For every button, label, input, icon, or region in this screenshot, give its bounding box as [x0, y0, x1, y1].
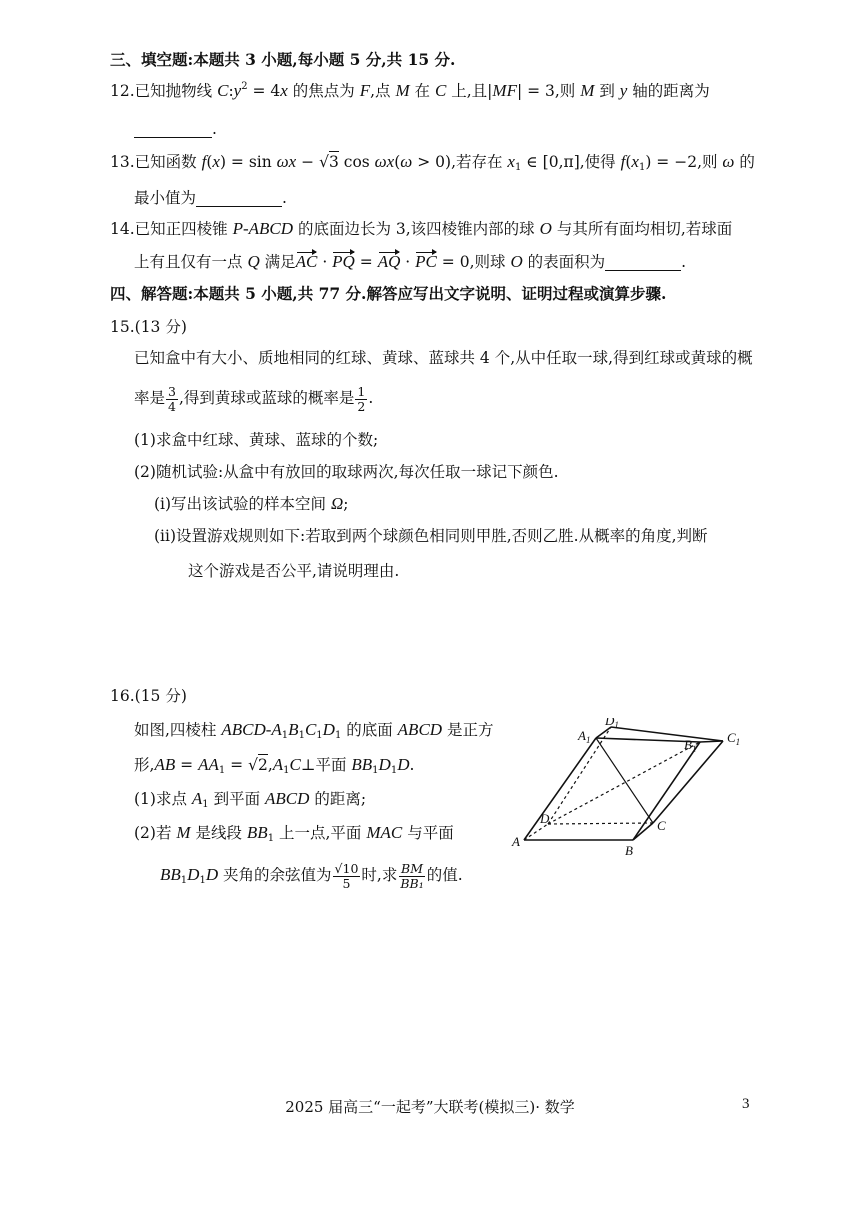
prism-figure [508, 718, 748, 864]
q16-sub-1 [134, 788, 366, 810]
q14-text: 已知正四棱锥 [134, 220, 233, 238]
page-footer: 2025 届高三“一起考”大联考(模拟三)· 数学 [285, 1098, 575, 1116]
q16-var: BB [351, 755, 373, 774]
q13-var: ωx [276, 152, 297, 171]
q16-text: 到平面 [208, 790, 266, 808]
question-number: 12. [110, 82, 135, 100]
edge-ad [524, 824, 548, 840]
q15-text: . [368, 389, 374, 407]
segment-a1c [596, 738, 653, 823]
q12-text: ,点 [370, 82, 396, 100]
answer-blank[interactable] [196, 190, 282, 207]
q15-sub-1: (1)求盒中红球、黄球、蓝球的个数; [134, 431, 379, 449]
edge-cc1 [653, 741, 723, 823]
label-d: D [540, 811, 550, 826]
q13-text: ( [206, 153, 213, 171]
q16-sub-2 [134, 822, 454, 844]
q13-line2: 最小值为 . [134, 189, 287, 207]
q16-var: MAC [366, 823, 403, 842]
q14-text: · [400, 253, 416, 271]
q13-text: ( [394, 153, 401, 171]
q15-sub-2i [154, 493, 349, 515]
subscript: 1 [298, 730, 305, 741]
q15-text: ,得到黄球或蓝球的概率是 [178, 389, 355, 407]
subscript: 1 [514, 162, 522, 173]
q12-text: 已知抛物线 [134, 82, 218, 100]
label-d1: $D_1$ [605, 718, 619, 730]
q16-sub-2-line2 [160, 858, 463, 892]
segment-db1 [548, 742, 700, 824]
question-12: 12.已知抛物线 $C:y^2 = 4x$ 的焦点为 F,点 M 在 C 上,且|MF| = 3,则 M 到 y 轴的距离为 [110, 81, 710, 100]
subscript: 1 [199, 875, 206, 886]
q13-var: ω [722, 152, 735, 171]
q12-text: = 4 [247, 82, 281, 100]
q16-var: AA [198, 755, 219, 774]
fraction-numerator: 1 [357, 383, 366, 399]
q13-var: ω [400, 152, 413, 171]
q15-text: ; [343, 495, 349, 513]
q16-var: A [272, 755, 284, 774]
q16-text: (2)若 [134, 824, 177, 842]
q13-text: ) [219, 153, 226, 171]
subscript: 1 [180, 875, 188, 886]
q13-text: > 0),若存在 [412, 153, 508, 171]
q16-text: 夹角的余弦值为 [218, 866, 332, 884]
q12-text: 的焦点为 [287, 82, 360, 100]
q12-text: 上,且| [446, 82, 493, 100]
sqrt-value: 2 [257, 756, 268, 774]
q15-var: Ω [330, 494, 344, 513]
q16-text: 时,求 [361, 866, 398, 884]
q14-var: O [539, 219, 552, 238]
q16-var: D [322, 720, 335, 739]
q12-answer-line: . [134, 118, 217, 140]
q16-var: D [397, 755, 410, 774]
edge-bb1 [633, 742, 700, 840]
fraction-denominator: 5 [342, 875, 351, 891]
q14-text: 的表面积为 [522, 253, 606, 271]
q14-line2: 上有且仅有一点 Q 满足AC · PQ = AQ · PC = 0,则球 O 的表面积为 . [134, 252, 687, 271]
vector-pc: PC [415, 252, 437, 271]
q12-var: F [359, 81, 371, 100]
q16-var: BB [246, 823, 268, 842]
q12-var: y [619, 81, 628, 100]
q16-line-2 [134, 754, 414, 776]
answer-blank[interactable] [134, 121, 212, 138]
q14-text: 满足 [259, 253, 296, 271]
q12-var: C [434, 81, 447, 100]
fraction-denominator: 2 [357, 398, 366, 414]
q15-sub-2: (2)随机试验:从盒中有放回的取球两次,每次任取一球记下颜色. [134, 463, 559, 481]
q12-text: | = 3,则 [516, 82, 581, 100]
fraction-denominator: 4 [168, 398, 176, 414]
fraction-numerator: 3 [168, 383, 176, 399]
label-c1: $C_1$ [727, 730, 741, 747]
q16-var: C [304, 720, 317, 739]
q14-text: 的底面边长为 3,该四棱锥内部的球 [293, 220, 540, 238]
answer-blank[interactable] [605, 254, 681, 271]
q12-var: y [233, 81, 242, 100]
page-number: 3 [742, 1096, 750, 1112]
q15-paragraph-1: 已知盒中有大小、质地相同的红球、黄球、蓝球共 4 个,从中任取一球,得到红球或黄球的概 [134, 349, 753, 367]
q14-text: · [317, 253, 333, 271]
q16-text: 是线段 [190, 824, 247, 842]
q16-var: ABCD [397, 720, 443, 739]
q16-text: ⊥平面 [300, 756, 352, 774]
q13-text: ( [625, 153, 632, 171]
sqrt-value: 3 [328, 153, 339, 171]
q15-paragraph-2 [134, 383, 373, 414]
label-c: C [657, 818, 666, 833]
q13-var: x [212, 152, 220, 171]
fraction [166, 385, 178, 414]
section-3-title: 三、填空题:本题共 3 小题,每小题 5 分,共 15 分. [110, 50, 456, 69]
q16-text: (1)求点 [134, 790, 192, 808]
q12-text: 轴的距离为 [627, 82, 710, 100]
q16-header: 16.(15 分) [110, 687, 187, 705]
subscript: 1 [638, 162, 646, 173]
q16-text: 形, [134, 756, 155, 774]
q15-text: (ⅰ)写出该试验的样本空间 [154, 495, 331, 513]
q16-var: D [187, 865, 200, 884]
q14-text: 上有且仅有一点 [134, 253, 248, 271]
q16-text: 是正方 [442, 721, 494, 739]
question-number: 14. [110, 220, 135, 238]
q16-var: M [176, 823, 191, 842]
q15-sub-2ii-line2: 这个游戏是否公平,请说明理由. [188, 562, 400, 580]
q12-var: C [217, 81, 229, 100]
q16-var: AB [154, 755, 176, 774]
q14-text: 与其所有面均相切,若球面 [551, 220, 733, 238]
q13-text: cos [338, 153, 375, 171]
subscript: 1 [267, 833, 275, 844]
fraction-numerator: √10 [334, 860, 359, 876]
q14-text: = 0,则球 [436, 253, 511, 271]
subscript: 1 [390, 765, 398, 776]
q16-text: . [409, 756, 415, 774]
q15-header: 15.(13 分) [110, 318, 187, 336]
q13-text: 最小值为 [134, 189, 197, 207]
q16-text: = [175, 756, 199, 774]
edge-a1d1 [596, 727, 611, 738]
edge-dc [548, 823, 653, 824]
q16-line-1 [134, 719, 494, 741]
sqrt-sign: √ [248, 756, 258, 774]
q16-text: 与平面 [402, 824, 454, 842]
fraction-numerator: BM [401, 860, 424, 876]
question-13 [110, 151, 755, 173]
label-b1: $B_1$ [684, 737, 697, 754]
q13-text: 的 [734, 153, 755, 171]
vector-ac: AC [295, 252, 318, 271]
q13-var: f [201, 152, 207, 171]
q16-text: , [267, 756, 273, 774]
fraction [333, 862, 361, 891]
q16-text: 如图,四棱柱 [134, 721, 222, 739]
fraction [355, 385, 367, 414]
q14-text: = [354, 253, 378, 271]
q16-var: ABCD [265, 789, 310, 808]
q16-var: ABCD-A [221, 720, 282, 739]
q12-var: MF [492, 81, 517, 100]
q15-text: 率是 [134, 389, 166, 407]
subscript: 1 [283, 765, 290, 776]
q13-text: ∈ [0,π],使得 [521, 153, 621, 171]
subscript: 1 [316, 730, 323, 741]
label-a: A [512, 834, 520, 849]
q16-var: D [378, 755, 391, 774]
question-number: 13. [110, 153, 135, 171]
q15-sub-2ii-line1: (ⅱ)设置游戏规则如下:若取到两个球颜色相同则甲胜,否则乙胜.从概率的角度,判断 [154, 527, 708, 545]
subscript: 1 [202, 799, 209, 810]
q16-var: BB [160, 865, 181, 884]
q13-text: 已知函数 [134, 153, 202, 171]
q16-text: = [225, 756, 249, 774]
q16-text: 的底面 [341, 721, 398, 739]
q13-var: x [507, 152, 515, 171]
q13-text: ) = −2,则 [645, 153, 723, 171]
sqrt-sign: √ [319, 153, 329, 171]
q13-var: x [631, 152, 639, 171]
q13-text: − [296, 153, 320, 171]
q12-text: 在 [409, 82, 435, 100]
subscript: 1 [218, 765, 226, 776]
vector-pq: PQ [332, 252, 355, 271]
q12-var: x [280, 81, 288, 100]
q13-var: f [620, 152, 626, 171]
question-14 [110, 218, 732, 240]
q14-var: P-ABCD [232, 219, 294, 238]
q12-text: : [228, 82, 234, 100]
edge-aa1 [524, 738, 596, 840]
q13-text: = sin [226, 153, 277, 171]
q16-var: B [288, 720, 299, 739]
subscript: 1 [281, 730, 289, 741]
q16-var: D [205, 865, 219, 884]
q16-var: A [191, 789, 203, 808]
q16-text: 的值. [426, 866, 463, 884]
subscript: 1 [334, 730, 342, 741]
vector-aq: AQ [377, 252, 401, 271]
label-a1: $A_1$ [578, 728, 591, 745]
q16-var: C [289, 755, 301, 774]
q12-var: M [395, 81, 410, 100]
q13-var: ωx [374, 152, 395, 171]
edge-b1c1 [700, 741, 723, 742]
q12-var: M [580, 81, 595, 100]
q12-text: 到 [594, 82, 620, 100]
fraction [398, 862, 425, 891]
subscript: 1 [372, 765, 379, 776]
section-4-title: 四、解答题:本题共 5 小题,共 77 分.解答应写出文字说明、证明过程或演算步骤. [110, 284, 667, 303]
q16-text: 的距离; [309, 790, 367, 808]
label-b: B [625, 843, 633, 858]
q14-var: O [510, 252, 523, 271]
q14-var: Q [247, 252, 260, 271]
fraction-denominator: BB₁ [400, 875, 424, 891]
q16-text: 上一点,平面 [274, 824, 367, 842]
